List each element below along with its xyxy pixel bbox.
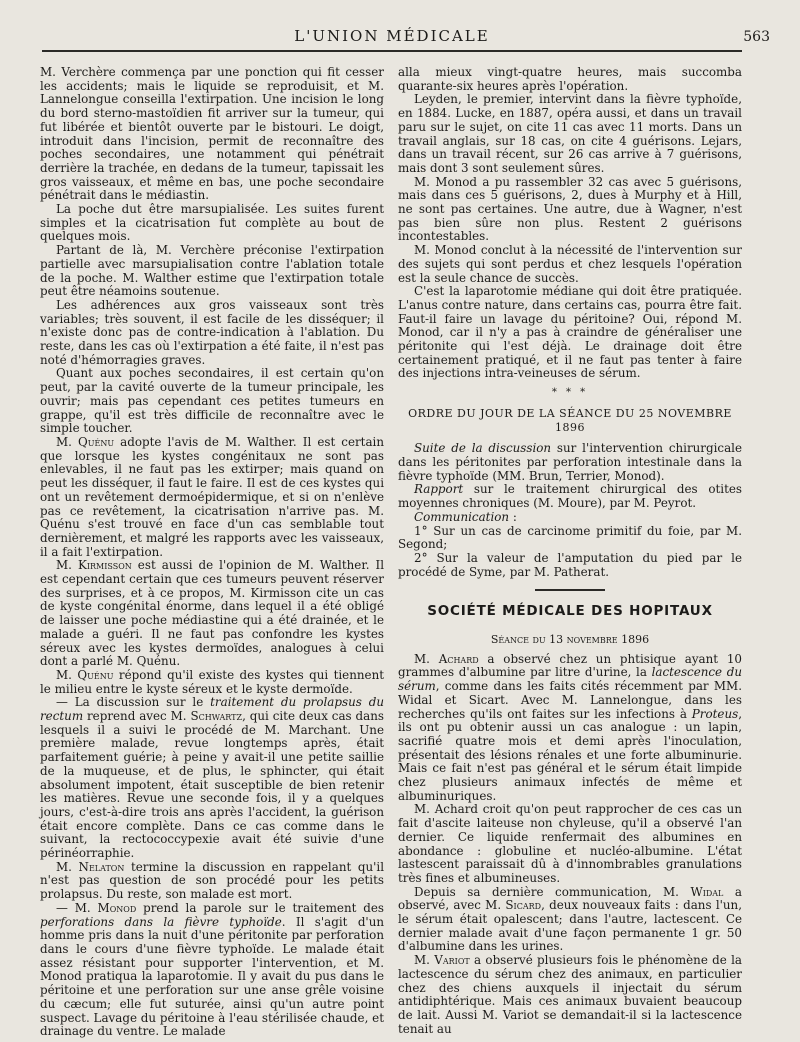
agenda-text: sur l'intervention chirurgicale dans les péritonites par perforation intestinale dans la fièvre typhoïde (MM. Brun, Terrier, Monod). [398,441,742,483]
society-heading: SOCIÉTÉ MÉDICALE DES HOPITAUX [427,603,713,620]
paragraph: Partant de là, M. Verchère préconise l'extirpation partielle avec marsupialisation contre l'ablation totale de la poche. M. Walther estime que l'extirpation totale peut être néamoins soutenue. [40,243,384,299]
paragraph-text: termine la discussion en rappelant qu'il n'est pas question de son procédé pour les petits prolapsus. Du reste, son malade est mort. [40,859,385,902]
right-column [398,66,742,1036]
paragraph [398,886,742,955]
paragraph: M. Monod a pu rassembler 32 cas avec 5 guérisons, mais dans ces 5 guérisons, 2, dues à Murphy et à Hill, ne sont pas certaines. Une autre, due à Wagner, n'est pas bien sûre non plus. Restent 2 guérisons incontestables. [398,174,742,244]
paragraph [40,861,384,902]
agenda-text: : [509,509,517,524]
section-separator-stars: * * * [551,387,589,399]
paragraph-text: — M. [56,900,98,915]
journal-title: L'UNION MÉDICALE [294,27,490,45]
paragraph: M. Verchère commença par une ponction qui fit cesser les accidents; mais le liquide se reproduisit, et M. Lannelongue conseilla l'extirpation. Une incision le long du bord sterno-mastoïdien fit arriver sur la tumeur, qui fut libérée et bientôt ouverte par le bistouri. Le doigt, introduit dans l'incision, permit de reconnaître des poches secondaires, une notamment qui pénétrait derrière la trachée, en dedans de la tumeur, tapissait les gros vaisseaux, et même en bas, une poche secondaire pénétrait dans le médiastin. [40,65,384,203]
speaker-name: M. Nelaton [56,859,125,874]
paragraph [40,436,384,559]
speaker-name: Sicard [505,898,542,913]
paragraph [40,696,384,860]
italic-term: Proteus [691,706,739,721]
paragraph-text: a observé chez un phtisique ayant 10 grammes d'albumine par litre d'urine, la [398,651,742,680]
italic-term: lactescence du sérum [398,665,742,694]
paragraph-text: répond qu'il existe des kystes qui tiennent le milieu entre le kyste séreux et le kyste dermoïde. [40,667,385,696]
running-header [42,22,770,50]
italic-topic: perforations dans la fièvre typhoïde [40,914,282,929]
paragraph-text: — La discussion sur le [56,695,211,710]
paragraph: C'est la laparotomie médiane qui doit être pratiquée. L'anus contre nature, dans certains cas, pourra être fait. Faut-il faire un lavage du péritoine? Oui, répond M. Monod, car il n'y a pas à craindre de généraliser une péritonite qui l'est déjà. Le drainage doit être certainement pratiqué, et il ne faut pas tenter à faire des injections intra-veineuses de sérum. [398,284,742,381]
speaker-name: M. Kirmisson [56,558,132,573]
agenda-item [398,442,742,483]
left-column [40,66,384,1039]
agenda-text: sur le traitement chirurgical des otites moyennes chroniques (M. Moure), par M. Peyrot. [398,482,742,511]
paragraph-text: . Il s'agit d'un homme pris dans la nuit d'une péritonite par perforation dans le cours d'une fièvre typhoïde. Le malade était assez résistant pour supporter l'intervention, et M. Monod pratiqua la laparotomie. Il y avait du pus dans le péritoine et une perforation sur une anse grêle voisine du cæcum; elle fut suturée, ainsi qu'un autre point suspect. Lavage du péritoine à l'eau stérilisée chaude, et drainage du ventre. Le malade [40,914,385,1039]
page-number: 563 [743,29,770,45]
paragraph-text: , qui cite deux cas dans lesquels il a suivi le procédé de M. Marchant. Une première malade, revue longtemps après, était parfaitement guérie; à peine y avait-il une petite saillie de la muqueuse, et de plus, le sphincter, qui était absolument impotent, était susceptible de bien retenir les matières. Revue une seconde fois, il y a quelques jours, c'est-à-dire trois ans après l'accident, la guérison était encore complète. Dans ce cas comme dans le suivant, la rectococcypexie avait été suivie d'une périnéorraphie. [40,709,384,861]
speaker-name: Widal [690,884,724,899]
paragraph [398,653,742,804]
paragraph-text: reprend avec M. [83,709,191,724]
paragraph: alla mieux vingt-quatre heures, mais succomba quarante-six heures après l'opération. [398,65,742,93]
agenda-item [398,483,742,510]
italic-topic: traitement du prolapsus du rectum [40,695,385,724]
paragraph-text: a observé plusieurs fois le phénomène de la lactescence du sérum chez des animaux, en particulier chez des chiens auxquels il injectait du sérum antidiphtérique. Mais ces animaux buvaient beaucoup de lait. Aussi M. Variot se demandait-il si la lactescence tenait au [398,953,742,1036]
paragraph [398,954,742,1036]
paragraph-text: , comme dans les faits cités récemment par MM. Widal et Sicart. Avec M. Lannelongue, dans les recherches qu'ils ont faites sur les infections à [398,679,742,721]
paragraph-text: Depuis sa dernière communication, M. [414,884,691,899]
agenda-item: 1° Sur un cas de carcinome primitif du foie, par M. Segond; [398,523,742,552]
header-rule [42,50,742,52]
paragraph-text: M. [414,953,435,968]
paragraph [40,669,384,696]
speaker-name: Monod [97,900,137,915]
paragraph: La poche dut être marsupialisée. Les suites furent simples et la cicatrisation fut complète au bout de quelques mois. [40,202,384,244]
speaker-name: M. Quénu [56,667,114,682]
speaker-name: Variot [434,953,470,968]
italic-label: Suite de la discussion [414,441,552,456]
agenda-item [398,511,742,525]
paragraph-text: prend la parole sur le traitement des [136,900,385,915]
paragraph: Les adhérences aux gros vaisseaux sont très variables; très souvent, il est facile de les disséquer; il n'existe donc pas de contre-indication à l'ablation. Du reste, dans les cas où l'extirpation a été faite, il n'est pas noté d'hémorragies graves. [40,297,384,367]
italic-label: Communication [414,509,510,524]
italic-label: Rapport [414,482,464,497]
paragraph: Leyden, le premier, intervint dans la fièvre typhoïde, en 1884. Lucke, en 1887, opéra aussi, et dans un travail paru sur le sujet, on cite 11 cas avec 11 morts. Dans un travail anglais, sur 18 cas, on cite 4 guérisons. Lejars, dans un travail récent, sur 26 cas arrive à 7 guérisons, mais dont 3 sont seulement sûres. [398,92,742,175]
paragraph: M. Monod conclut à la nécessité de l'intervention sur des sujets qui sont perdus et chez lesquels l'opération est la seule chance de succès. [398,243,742,285]
agenda-item: 2° Sur la valeur de l'amputation du pied par le procédé de Syme, par M. Patherat. [398,550,742,579]
paragraph [40,559,384,669]
paragraph [40,902,384,1039]
speaker-name: M. Quénu [56,434,115,449]
paragraph: Quant aux poches secondaires, il est certain qu'on peut, par la cavité ouverte de la tumeur principale, les ouvrir; mais pas cependant ces petites tumeurs en grappe, qu'il est très difficile de reconnaître avec le simple toucher. [40,366,384,436]
speaker-name: Schwartz [190,709,243,724]
section-divider [535,589,605,591]
paragraph-text: adopte l'avis de M. Walther. Il est certain que lorsque les kystes congénitaux ne sont pas enlevables, il ne faut pas les extirper; mais quand on peut les disséquer, il faut le faire. Il est de ces kystes qui ont un revêtement dermoépidermique, et si on n'enlève pas ce revêtement, la cicatrisation n'arrive pas. M. Quénu s'est trouvé en face d'un cas semblable tout dernièrement, et malgré les rapports avec les vaisseaux, il a fait l'extirpation. [40,434,384,559]
paragraph-text: , ils ont pu obtenir aussi un cas analogue : un lapin, sacrifié quatre mois et demi après l'inoculation, présentait des lésions rénales et une forte albuminurie. Mais ce fait n'est pas général et le sérum était limpide chez plusieurs animaux infectés de même et albuminuriques. [398,706,742,803]
paragraph-text: M. [414,651,439,666]
order-of-day-heading: ORDRE DU JOUR DE LA SÉANCE DU 25 NOVEMBRE 1896 [408,406,732,434]
paragraph-text: est aussi de l'opinion de M. Walther. Il est cependant certain que ces tumeurs peuvent réserver des surprises, et à ce propos, M. Kirmisson cite un cas de kyste congénital énorme, dans lequel il a été obligé de laisser une poche médiastine qui a été drainée, et le malade a guéri. Il ne faut pas confondre les kystes séreux avec les kystes dermoïdes, analogues à celui dont a parlé M. Quénu. [40,558,384,669]
paragraph: M. Achard croit qu'on peut rapprocher de ces cas un fait d'ascite laiteuse non chyleuse, qu'il a observé l'an dernier. Ce liquide renfermait des albumines en abondance : globuline et nucléo-albumine. L'état lastescent paraissait dû à d'innombrables granulations très fines et albumineuses. [398,802,742,885]
paragraph-text: , deux nouveaux faits : dans l'un, le sérum était opalescent; dans l'autre, lactescent. Ce dernier malade avait d'une façon permanente 1 gr. 50 d'albumine dans les urines. [398,898,742,954]
speaker-name: Achard [438,651,479,666]
session-heading: Séance du 13 novembre 1896 [490,633,650,647]
paragraph-text: a observé, avec M. [398,884,742,913]
